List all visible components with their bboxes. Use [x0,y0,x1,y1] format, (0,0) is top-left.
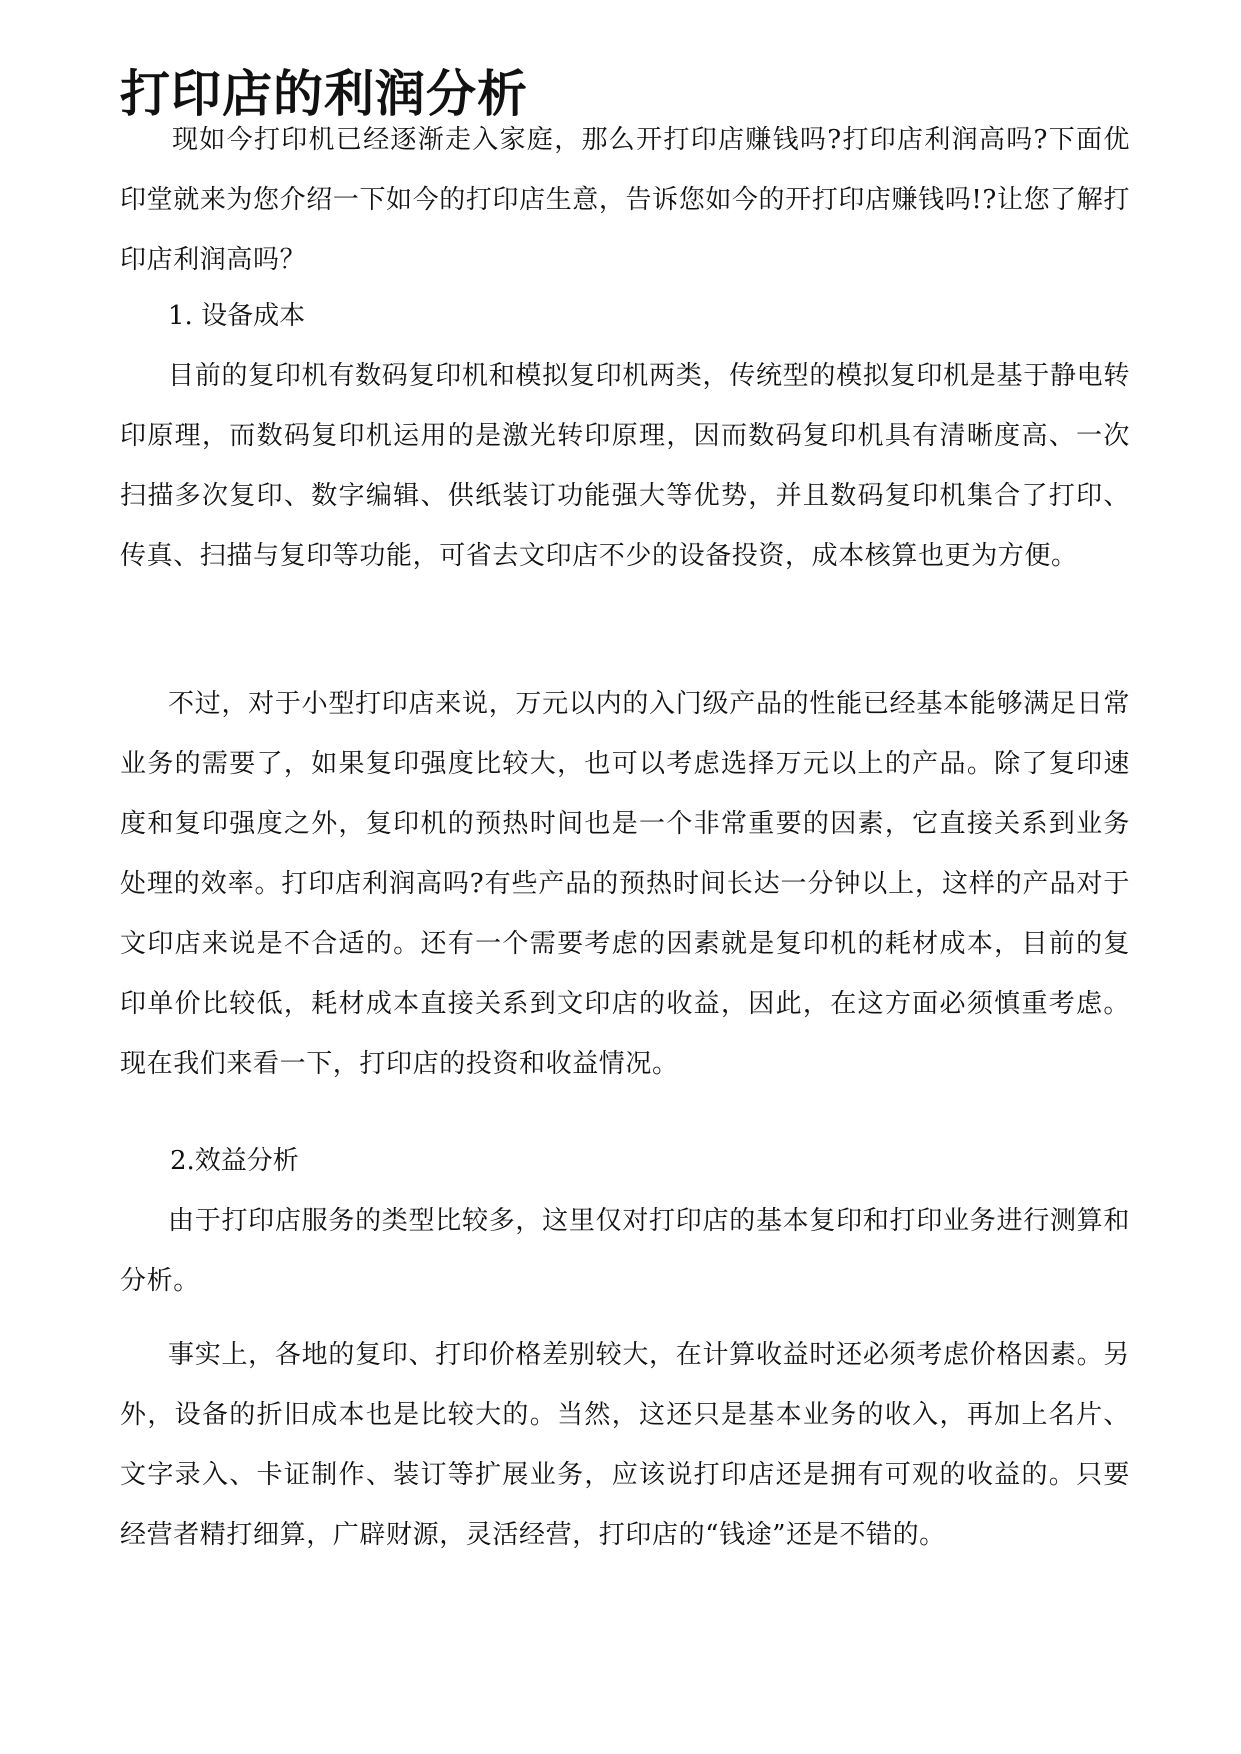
section2-paragraph-2: 事实上，各地的复印、打印价格差别较大，在计算收益时还必须考虑价格因素。另外，设备的折旧成本也是比较大的。当然，这还只是基本业务的收入，再加上名片、文字录入、卡证制作、装订等扩展业务，应该说打印店还是拥有可观的收益的。只要经营者精打细算，广辟财源，灵活经营，打印店的“钱途”还是不错的。 [120,1340,1130,1550]
intro-paragraph: 现如今打印机已经逐渐走入家庭，那么开打印店赚钱吗?打印店利润高吗?下面优印堂就来为您介绍一下如今的打印店生意，告诉您如今的开打印店赚钱吗!?让您了解打印店利润高吗？ [120,125,1130,275]
section1-paragraph-1: 目前的复印机有数码复印机和模拟复印机两类，传统型的模拟复印机是基于静电转印原理，而数码复印机运用的是激光转印原理，因而数码复印机具有清晰度高、一次扫描多次复印、数字编辑、供纸装订功能强大等优势，并且数码复印机集合了打印、传真、扫描与复印等功能，可省去文印店不少的设备投资，成本核算也更为方便。 [120,361,1130,571]
section1-paragraph-2: 不过，对于小型打印店来说，万元以内的入门级产品的性能已经基本能够满足日常业务的需要了，如果复印强度比较大，也可以考虑选择万元以上的产品。除了复印速度和复印强度之外，复印机的预热时间也是一个非常重要的因素，它直接关系到业务处理的效率。打印店利润高吗?有些产品的预热时间长达一分钟以上，这样的产品对于文印店来说是不合适的。还有一个需要考虑的因素就是复印机的耗材成本，目前的复印单价比较低，耗材成本直接关系到文印店的收益，因此，在这方面必须慎重考虑。现在我们来看一下，打印店的投资和收益情况。 [120,689,1130,1079]
section-heading-benefit-analysis: 2.效益分析 [170,1146,299,1176]
section2-paragraph-1: 由于打印店服务的类型比较多，这里仅对打印店的基本复印和打印业务进行测算和分析。 [120,1206,1130,1296]
section-heading-equipment-cost: 1. 设备成本 [168,301,306,331]
document-title: 打印店的利润分析 [120,65,528,123]
